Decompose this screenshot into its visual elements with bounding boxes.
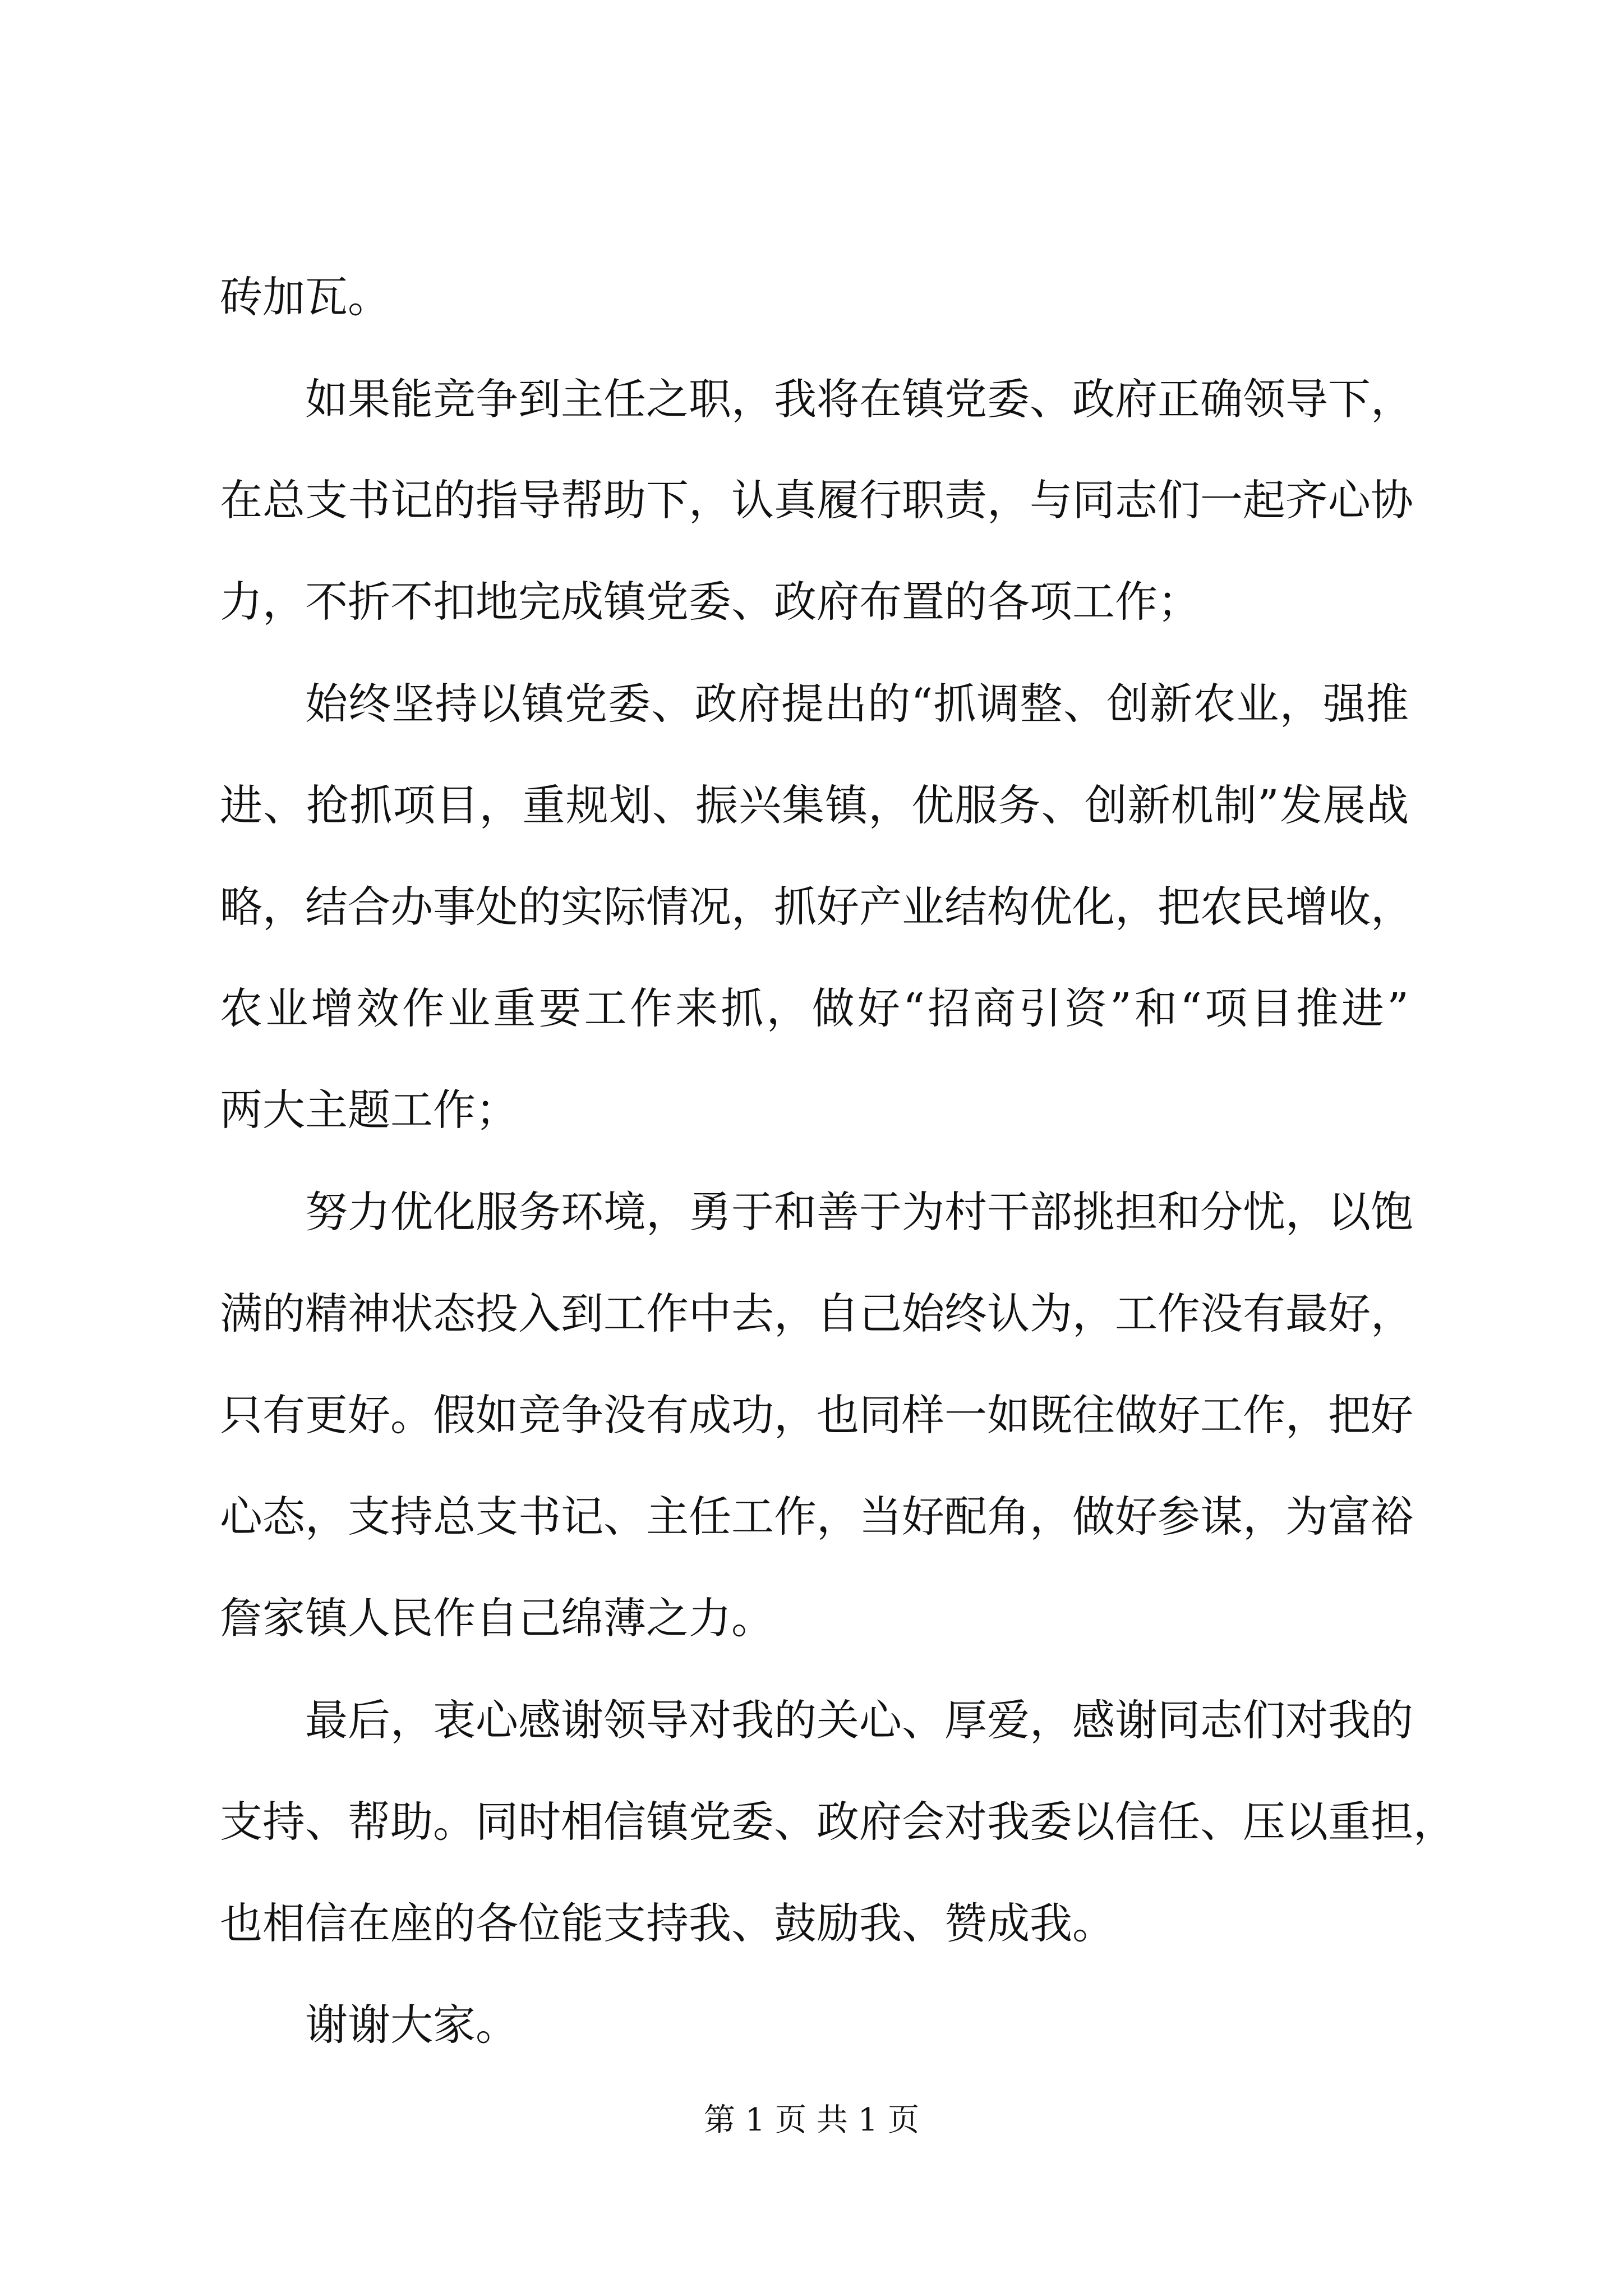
text-line-12: 只有更好。假如竞争没有成功，也同样一如既往做好工作，把好 — [220, 1390, 1413, 1440]
text-line-7: 略，结合办事处的实际情况，抓好产业结构优化，把农民增收， — [220, 882, 1413, 932]
text-line-10: 努力优化服务环境，勇于和善于为村干部挑担和分忧，以饱 — [305, 1187, 1413, 1237]
text-line-4: 力，不折不扣地完成镇党委、政府布置的各项工作； — [220, 577, 1200, 627]
page-footer: 第 1 页 共 1 页 — [703, 2102, 920, 2138]
text-line-11: 满的精神状态投入到工作中去，自己始终认为，工作没有最好， — [220, 1289, 1413, 1338]
text-line-9: 两大主题工作； — [220, 1085, 518, 1135]
text-line-3: 在总支书记的指导帮助下，认真履行职责，与同志们一起齐心协 — [220, 475, 1413, 525]
text-line-1: 砖加瓦。 — [220, 272, 390, 322]
text-line-17: 也相信在座的各位能支持我、鼓励我、赞成我。 — [220, 1898, 1115, 1948]
text-line-8: 农业增效作业重要工作来抓，做好“招商引资”和“项目推进” — [220, 983, 1409, 1033]
text-line-14: 詹家镇人民作自己绵薄之力。 — [220, 1593, 774, 1643]
text-line-15: 最后，衷心感谢领导对我的关心、厚爱，感谢同志们对我的 — [305, 1695, 1413, 1745]
text-line-13: 心态，支持总支书记、主任工作，当好配角，做好参谋，为富裕 — [220, 1492, 1413, 1542]
text-line-5: 始终坚持以镇党委、政府提出的“抓调整、创新农业，强推 — [305, 679, 1409, 729]
text-line-18: 谢谢大家。 — [305, 2000, 518, 2050]
text-line-6: 进、抢抓项目，重规划、振兴集镇，优服务、创新机制”发展战 — [220, 780, 1409, 830]
text-line-16: 支持、帮助。同时相信镇党委、政府会对我委以信任、压以重担， — [220, 1797, 1456, 1847]
text-line-2: 如果能竞争到主任之职，我将在镇党委、政府正确领导下， — [305, 374, 1413, 424]
